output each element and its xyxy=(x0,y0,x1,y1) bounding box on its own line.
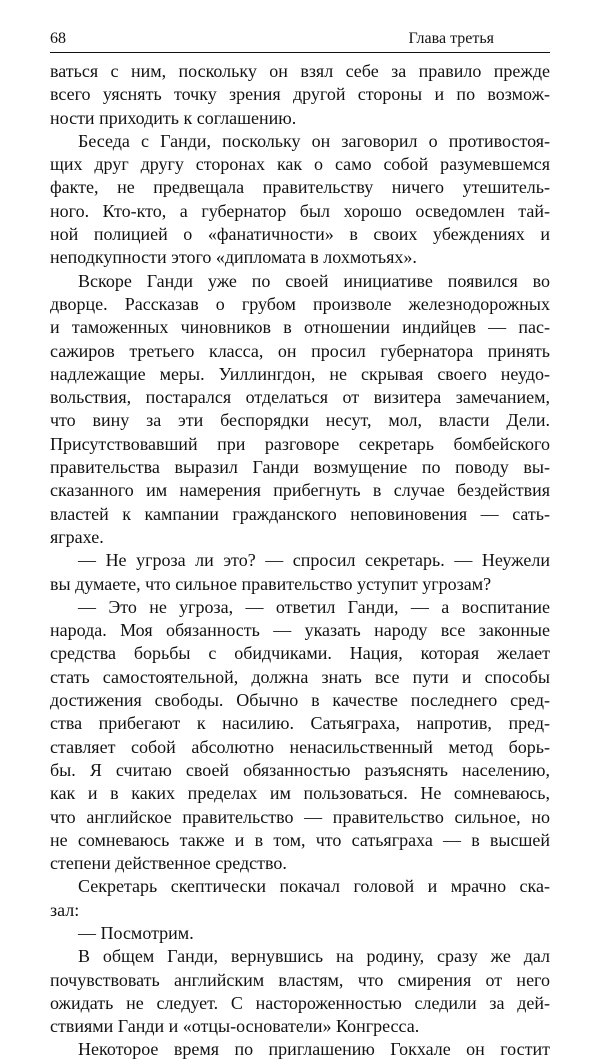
text-line: не сомневаюсь также и в том, что сатьяграха — в высшей xyxy=(50,829,550,850)
chapter-title: Глава третья xyxy=(408,30,494,47)
text-line: ства прибегают к насилию. Сатьяграха, напротив, пред- xyxy=(50,713,550,734)
text-line: Некоторое время по приглашению Гокхале он гостит xyxy=(78,1039,550,1060)
text-line: Секретарь скептически покачал головой и мрачно ска- xyxy=(78,876,550,897)
text-line: почувствовать английским властям, что смирения от него xyxy=(50,969,550,990)
text-line: Беседа с Ганди, поскольку он заговорил о противостоя- xyxy=(78,130,550,151)
text-line: В общем Ганди, вернувшись на родину, сразу же дал xyxy=(78,946,550,967)
text-line: всего уяснять точку зрения другой стороны и по возмож- xyxy=(50,84,550,105)
text-line: народа. Моя обязанность — указать народу все законные xyxy=(50,620,550,641)
text-line: — Это не угроза, — ответил Ганди, — а воспитание xyxy=(78,596,550,617)
text-line: яграхе. xyxy=(50,526,104,547)
book-page xyxy=(50,28,550,1062)
text-line: ваться с ним, поскольку он взял себе за правило прежде xyxy=(50,61,550,81)
text-line: зал: xyxy=(50,899,80,920)
text-line: Вскоре Ганди уже по своей инициативе появился во xyxy=(78,270,550,291)
text-line: вольствия, постарался отделаться от визитера замечанием, xyxy=(50,387,550,408)
text-line: ставляет собой абсолютно ненасильственный метод борь- xyxy=(50,736,550,757)
text-line: сажиров третьего класса, он просил губернатора принять xyxy=(50,340,550,361)
text-line: стать самостоятельной, должна знать все пути и способы xyxy=(50,666,550,687)
text-line: властей к кампании гражданского неповиновения — сать- xyxy=(50,503,550,524)
text-line: надлежащие меры. Уиллингдон, не скрывая своего неудо- xyxy=(50,363,550,384)
text-line: как и в каких пределах им пользоваться. Не сомневаюсь, xyxy=(50,783,550,804)
text-line: что вину за эти беспорядки несут, мол, власти Дели. xyxy=(50,410,550,431)
text-line: ожидать не следует. С настороженностью следили за дей- xyxy=(50,992,550,1013)
text-line: ного. Кто-кто, а губернатор был хорошо осведомлен тай- xyxy=(50,200,550,221)
text-line: щих друг другу сторонах как о само собой разумевшемся xyxy=(50,154,550,175)
running-head xyxy=(50,28,550,53)
text-line: Присутствовавший при разговоре секретарь бомбейского xyxy=(50,433,550,454)
text-line: средства борьбы с обидчиками. Нация, которая желает xyxy=(50,643,550,664)
text-line: факте, не предвещала правительству ничего утешитель- xyxy=(50,177,550,198)
text-line: ной полицией о «фанатичности» в своих убеждениях и xyxy=(50,224,550,245)
text-line: степени действенное средство. xyxy=(50,853,287,874)
text-line: бы. Я считаю своей обязанностью разъяснять населению, xyxy=(50,759,550,780)
text-line: ности приходить к соглашению. xyxy=(50,107,297,128)
text-line: неподкупности этого «дипломата в лохмотьях». xyxy=(50,247,417,268)
page-number: 68 xyxy=(50,30,66,47)
text-line: сказанного им намерения прибегнуть в случае бездействия xyxy=(50,480,550,501)
text-line: что английское правительство — правительство сильное, но xyxy=(50,806,550,827)
text-line: правительства выразил Ганди возмущение по поводу вы- xyxy=(50,457,550,478)
text-line: вы думаете, что сильное правительство уступит угрозам? xyxy=(50,573,492,594)
text-line: и таможенных чиновников в отношении индийцев — пас- xyxy=(50,317,550,338)
text-line: — Посмотрим. xyxy=(78,922,194,943)
text-line: — Не угроза ли это? — спросил секретарь. — Неужели xyxy=(78,550,550,571)
text-line: достижения свободы. Обычно в качестве последнего сред- xyxy=(50,690,550,711)
body-text xyxy=(50,60,550,1062)
text-line: ствиями Ганди и «отцы-основатели» Конгресса. xyxy=(50,1016,420,1037)
text-line: дворце. Рассказав о грубом произволе железнодорожных xyxy=(50,293,550,314)
